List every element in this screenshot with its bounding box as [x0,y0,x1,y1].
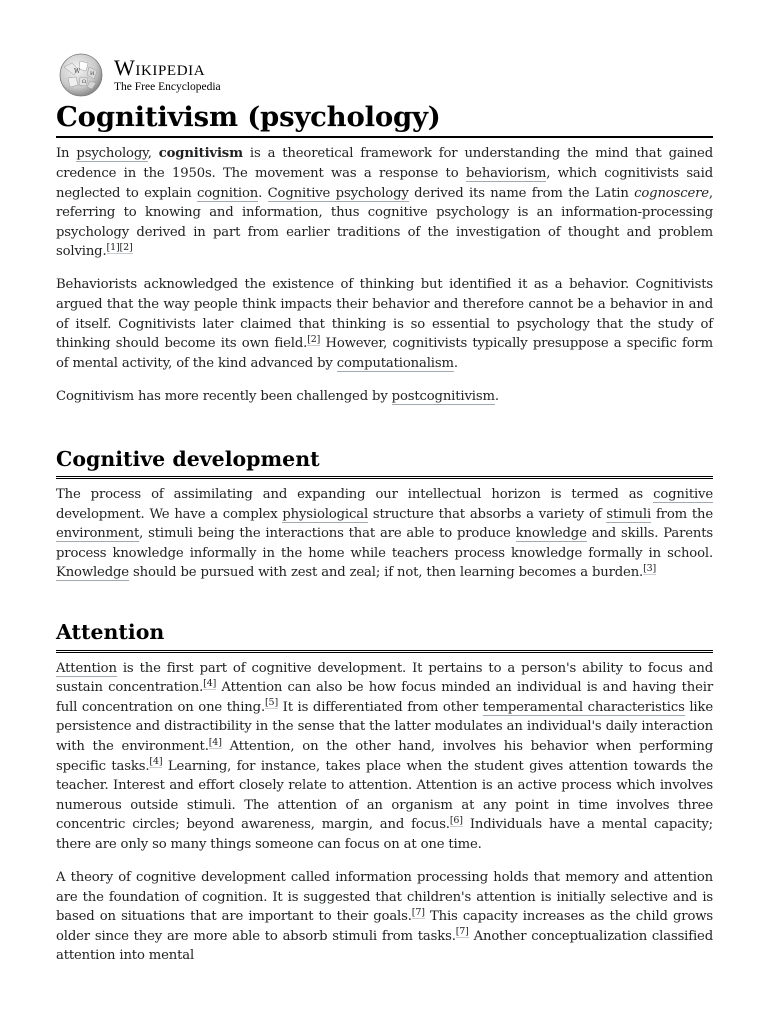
link-knowledge-2[interactable]: Knowledge [56,565,129,581]
text-run: development. We have a complex [56,506,283,522]
text-run: , stimuli being the interactions that are able to produce [139,526,516,542]
citation-ref-4[interactable]: [4] [149,756,163,768]
page-title: Cognitivism (psychology) [56,100,713,138]
text-run: is the first part of cognitive development. It pertains to a person's ability to focus and sustain concentration. [56,660,713,696]
link-cognitive[interactable]: cognitive [653,487,713,503]
citation-ref-5[interactable]: [5] [265,697,279,709]
text-run: Learning, for instance, takes place when the student gives attention towards the teacher. Interest and effort closely relate to attention. Attention is an active process which involves numerous outside stimuli. The attention of an organism at any point in time involves three concentric circles; beyond awareness, margin, and focus. [56,758,713,833]
text-run: like persistence and distractibility in the sense that the latter modulates an individual's daily interaction with the environment. [56,699,713,755]
wikipedia-wordmark[interactable] [114,54,221,94]
attention-paragraph-1 [56,659,713,855]
text-run: In [56,146,77,162]
text-run: Attention, on the other hand, involves his behavior when performing specific tasks. [56,739,713,774]
text-run: Another conceptualization classified attention into mental [56,928,713,964]
citation-ref-7[interactable]: [7] [411,906,425,918]
text-run: Cognitivism has more recently been challenged by [56,388,392,404]
text-run: . [494,388,499,404]
citation-ref-4[interactable]: [4] [203,677,217,689]
link-behaviorism[interactable]: behaviorism [465,165,547,181]
citation-ref-3[interactable]: [3] [643,563,657,575]
text-run: is a theoretical framework for understanding the mind that gained credence in the 1950s. The movement was a response to [56,146,713,181]
citation-ref-2[interactable]: [2] [307,333,321,345]
text-run: Attention can also be how focus minded an individual is and having their full concentration on one thing. [56,680,713,715]
link-physiological[interactable]: physiological [282,506,369,522]
attention-paragraph-2 [56,868,713,966]
wordmark-tagline: The Free Encyclopedia [114,80,221,93]
text-run: A theory of cognitive development called information processing holds that memory and attention are the foundation of cognition. It is suggested that children's attention is initially selective and is based on situations that are important to their goals. [56,870,713,925]
link-psychology[interactable]: psychology [76,146,148,162]
intro-paragraph-1 [56,144,713,262]
development-paragraph-1 [56,485,713,583]
citation-ref-2[interactable]: [2] [119,241,133,253]
italic-term-cognoscere: cognoscere [634,185,709,201]
citation-ref-7[interactable]: [7] [455,926,469,938]
article-page [56,52,713,966]
text-run: . [258,185,268,201]
cognitive-development-section [56,485,713,583]
attention-section [56,659,713,966]
link-cognition[interactable]: cognition [197,185,259,201]
text-run: structure that absorbs a variety of [368,506,607,522]
text-run: , which cognitivists said neglected to explain [56,165,714,201]
text-run: The process of assimilating and expanding our intellectual horizon is termed as [56,487,654,503]
wikipedia-globe-icon[interactable] [56,53,106,97]
site-header [56,52,713,98]
link-stimuli[interactable]: stimuli [606,506,652,522]
intro-section [56,144,713,406]
wordmark-title: Wikipedia [114,54,206,80]
section-heading-cognitive-development: Cognitive development [56,447,713,480]
text-run: from the [651,506,713,522]
text-run: , [147,146,159,162]
text-run: and skills. Parents process knowledge informally in the home while teachers process knowledge formally in school. [56,526,714,561]
link-knowledge[interactable]: knowledge [515,526,587,542]
text-run: . [453,355,458,371]
text-run: Behaviorists acknowledged the existence of thinking but identified it as a behavior. Cognitivists argued that the way people think impacts their behavior and therefore cannot be a behavior in and of itself. Cognitivists later claimed that thinking is so essential to psychology that the study of thinking should become its own field. [56,277,713,352]
text-run: should be pursued with zest and zeal; if not, then learning becomes a burden. [128,565,644,581]
section-heading-attention: Attention [56,620,713,653]
link-temperamental-characteristics[interactable]: temperamental characteristics [482,699,685,715]
citation-ref-1[interactable]: [1] [106,241,120,253]
link-attention[interactable]: Attention [56,660,117,676]
citation-ref-6[interactable]: [6] [449,815,463,827]
svg-text:W: W [74,68,81,75]
text-run: derived its name from the Latin [408,185,635,201]
bold-term-cognitivism: cognitivism [158,146,243,162]
link-computationalism[interactable]: computationalism [336,355,454,371]
citation-ref-4[interactable]: [4] [208,736,222,748]
intro-paragraph-3 [56,387,713,407]
text-run: It is differentiated from other [278,699,483,715]
text-run: This capacity increases as the child grows older since they are more able to absorb stimuli from tasks. [56,909,713,944]
text-run: , referring to knowing and information, thus cognitive psychology is an information-processing psychology derived in part from earlier traditions of the investigation of thought and problem solving. [56,185,713,260]
svg-text:И: И [90,71,95,77]
link-postcognitivism[interactable]: postcognitivism [391,388,495,404]
text-run: However, cognitivists typically presuppose a specific form of mental activity, of the kind advanced by [56,336,713,371]
text-run: Individuals have a mental capacity; there are only so many things someone can focus on at one time. [56,817,713,852]
link-environment[interactable]: environment [56,526,140,542]
svg-text:Ω: Ω [82,79,87,85]
intro-paragraph-2 [56,275,713,373]
link-cognitive-psychology[interactable]: Cognitive psychology [267,185,409,201]
